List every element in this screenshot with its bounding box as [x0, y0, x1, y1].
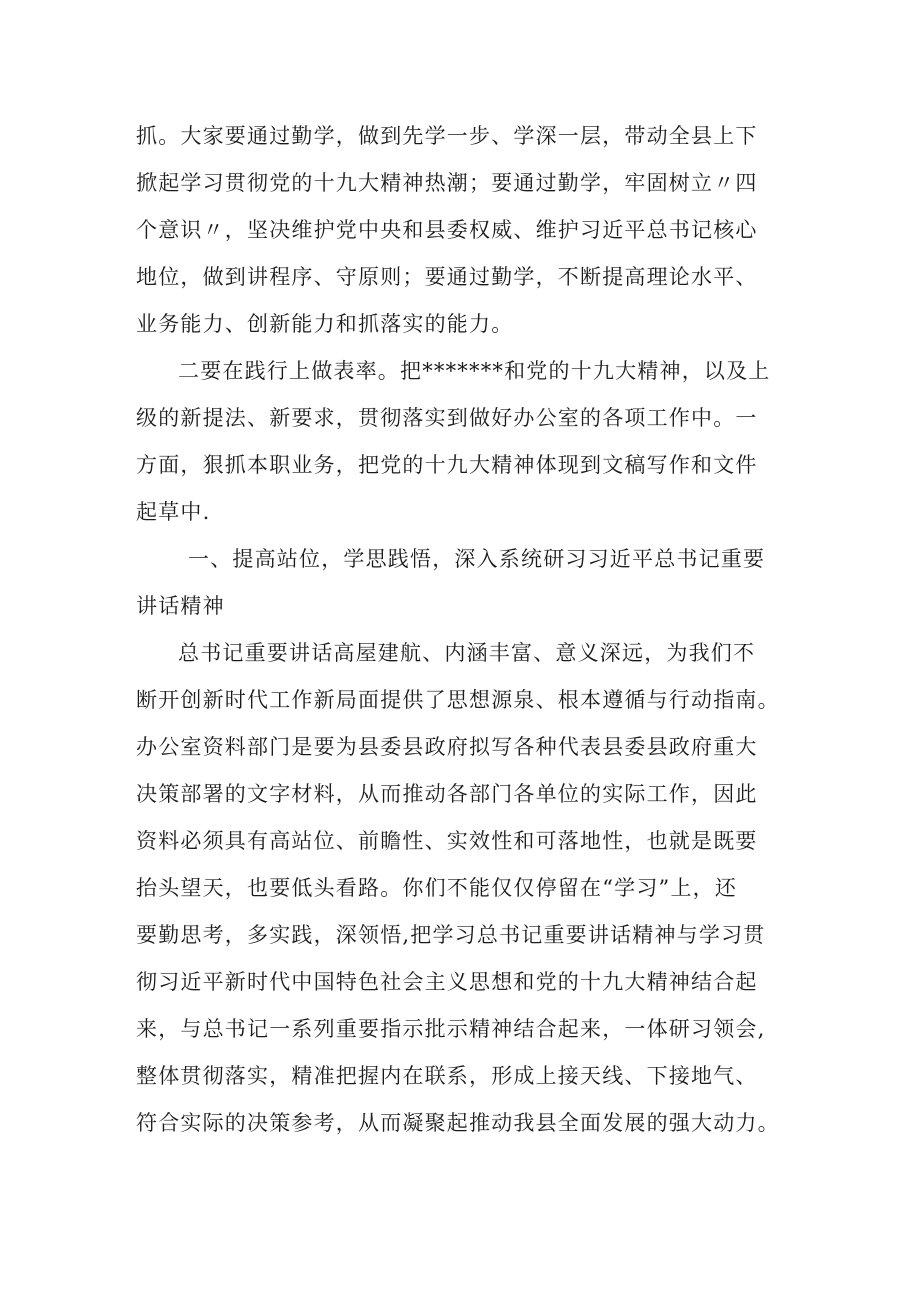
text-line: 抬头望天，也要低头看路。你们不能仅仅停留在“学习”上，还 — [136, 876, 738, 900]
text-line: 要勤思考，多实践，深领悟,把学习总书记重要讲话精神与学习贯 — [136, 923, 766, 947]
text-line: 方面，狠抓本职业务，把党的十九大精神体现到文稿写作和文件 — [136, 453, 758, 477]
section-heading-continued: 讲话精神 — [136, 594, 225, 618]
document-body — [136, 113, 816, 1147]
paragraph-start-line: 二要在践行上做表率。把*******和党的十九大精神，以及上 — [178, 359, 771, 383]
text-line: 断开创新时代工作新局面提供了思想源泉、根本遵循与行动指南。 — [136, 688, 780, 712]
text-line: 起草中. — [136, 500, 211, 524]
text-line: 彻习近平新时代中国特色社会主义思想和党的十九大精神结合起 — [136, 970, 758, 994]
text-line: 办公室资料部门是要为县委县政府拟写各种代表县委县政府重大 — [136, 735, 758, 759]
text-line: 个意识〃，坚决维护党中央和县委权威、维护习近平总书记核心 — [136, 218, 758, 242]
text-line: 掀起学习贯彻党的十九大精神热潮；要通过勤学，牢固树立〃四 — [136, 171, 758, 195]
paragraph-start-line: 总书记重要讲话高屋建航、内涵丰富、意义深远，为我们不 — [178, 641, 756, 665]
text-line: 抓。大家要通过勤学，做到先学一步、学深一层，带动全县上下 — [136, 124, 758, 148]
text-line: 业务能力、创新能力和抓落实的能力。 — [136, 312, 514, 336]
text-line: 资料必须具有高站位、前瞻性、实效性和可落地性，也就是既要 — [136, 829, 758, 853]
text-line: 级的新提法、新要求，贯彻落实到做好办公室的各项工作中。一 — [136, 406, 758, 430]
section-heading: 一、提高站位，学思践悟，深入系统研习习近平总书记重要 — [188, 547, 766, 571]
text-line: 符合实际的决策参考，从而凝聚起推动我县全面发展的强大动力。 — [136, 1111, 780, 1135]
text-line: 整体贯彻落实，精准把握内在联系，形成上接天线、下接地气、 — [136, 1064, 758, 1088]
text-line: 地位，做到讲程序、守原则；要通过勤学，不断提高理论水平、 — [136, 265, 758, 289]
text-line: 决策部署的文字材料，从而推动各部门各单位的实际工作，因此 — [136, 782, 758, 806]
text-line: 来，与总书记一系列重要指示批示精神结合起来，一体研习领会, — [136, 1017, 766, 1041]
